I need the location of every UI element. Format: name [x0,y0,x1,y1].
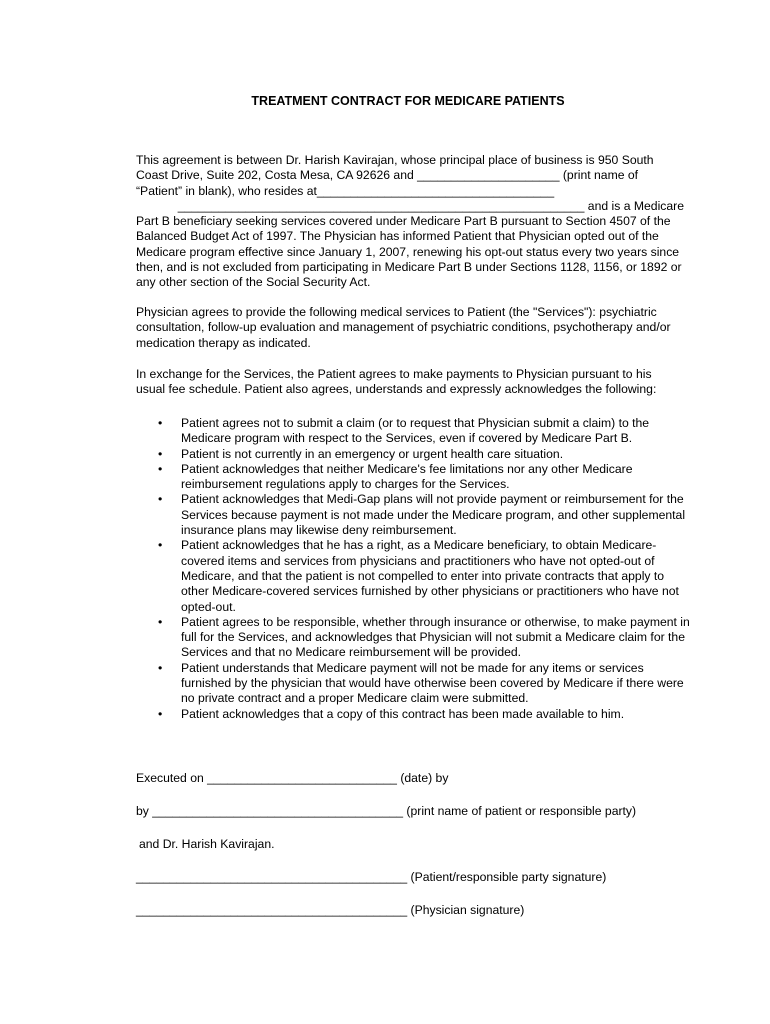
list-item [136,447,692,462]
bullet-icon: • [158,492,163,507]
agreement-line-3: “Patient” in blank), who resides at___________________________________ [136,183,555,198]
list-item-text: Patient agrees not to submit a claim (or to request that Physician submit a claim) to the Medicare program with respect to the Services, even if covered by Medicare Part B. [181,416,650,446]
list-item-text: Patient acknowledges that neither Medicare's fee limitations nor any other Medicare reimbursement regulations apply to charges for the Services. [181,461,633,492]
bullet-icon: • [158,446,163,461]
patient-signature-line: ________________________________________ (Patient/responsible party signature) [136,870,607,884]
list-item [136,707,692,722]
bullet-icon: • [158,461,163,476]
document-title: TREATMENT CONTRACT FOR MEDICARE PATIENTS [251,94,565,108]
payment-paragraph: In exchange for the Services, the Patient agrees to make payments to Physician pursuant to his usual fee schedule. Patient also agrees, understands and expressly acknowledges the following: [136,367,657,397]
agreement-line-1: This agreement is between Dr. Harish Kavirajan, whose principal place of business is 950 South [136,153,654,167]
list-item [136,416,692,447]
agreement-line-4: ____________________________________________________________ and is a Medicare [177,198,684,213]
list-item [136,492,692,538]
physician-signature-line: ________________________________________ (Physician signature) [136,903,525,917]
list-item-text: Patient acknowledges that he has a right, as a Medicare beneficiary, to obtain Medicare-covered items and services from physicians and practitioners who have not opted-out of Medicare, and that the patient is not compelled to enter into private contracts that apply to other Medicare-covered services furnished by other physicians or practitioners who have not opted-out. [181,538,679,614]
bullet-icon: • [158,614,163,629]
agreement-line-2: Coast Drive, Suite 202, Costa Mesa, CA 92626 and _____________________ (print name of [136,168,639,183]
bullet-icon: • [158,538,163,553]
list-item [136,661,692,707]
services-paragraph: Physician agrees to provide the following medical services to Patient (the "Services"): psychiatric consultation, follow-up evaluation and management of psychiatric conditions, psychotherapy and/or medication therapy as indicated. [136,305,671,350]
bullet-icon: • [158,416,163,430]
list-item [136,538,692,614]
patient-name-line: by _____________________________________ (print name of patient or responsible party) [136,804,637,818]
bullet-icon: • [158,660,163,675]
list-item-text: Patient is not currently in an emergency or urgent health care situation. [181,446,564,461]
agreement-paragraph [136,153,684,291]
list-item-text: Patient acknowledges that a copy of this contract has been made available to him. [181,706,625,721]
list-item [136,462,692,493]
executed-date-line: Executed on ____________________________ (date) by [136,771,449,785]
physician-name-line: and Dr. Harish Kavirajan. [139,837,275,851]
list-item-text: Patient understands that Medicare payment will not be made for any items or services furnished by the physician that would have otherwise been covered by Medicare if there were no private contract and a proper Medicare claim were submitted. [181,660,684,706]
list-item-text: Patient acknowledges that Medi-Gap plans will not provide payment or reimbursement for the Services because payment is not made under the Medicare program, and other supplemental insurance plans may likewise deny reimbursement. [181,492,686,538]
acknowledgement-list [136,416,692,722]
list-item [136,615,692,661]
bullet-icon: • [158,706,163,721]
agreement-rest: Part B beneficiary seeking services covered under Medicare Part B pursuant to Section 4507 of the Balanced Budget Act of 1997. The Physician has informed Patient that Physician opted out of the Medicare program effective since January 1, 2007, renewing his opt-out status every two years since then, and is not excluded from participating in Medicare Part B under Sections 1128, 1156, or 1892 or any other section of the Social Security Act. [136,214,682,290]
list-item-text: Patient agrees to be responsible, whether through insurance or otherwise, to make payment in full for the Services, and acknowledges that Physician will not submit a Medicare claim for the Services and that no Medicare reimbursement will be provided. [181,614,690,660]
